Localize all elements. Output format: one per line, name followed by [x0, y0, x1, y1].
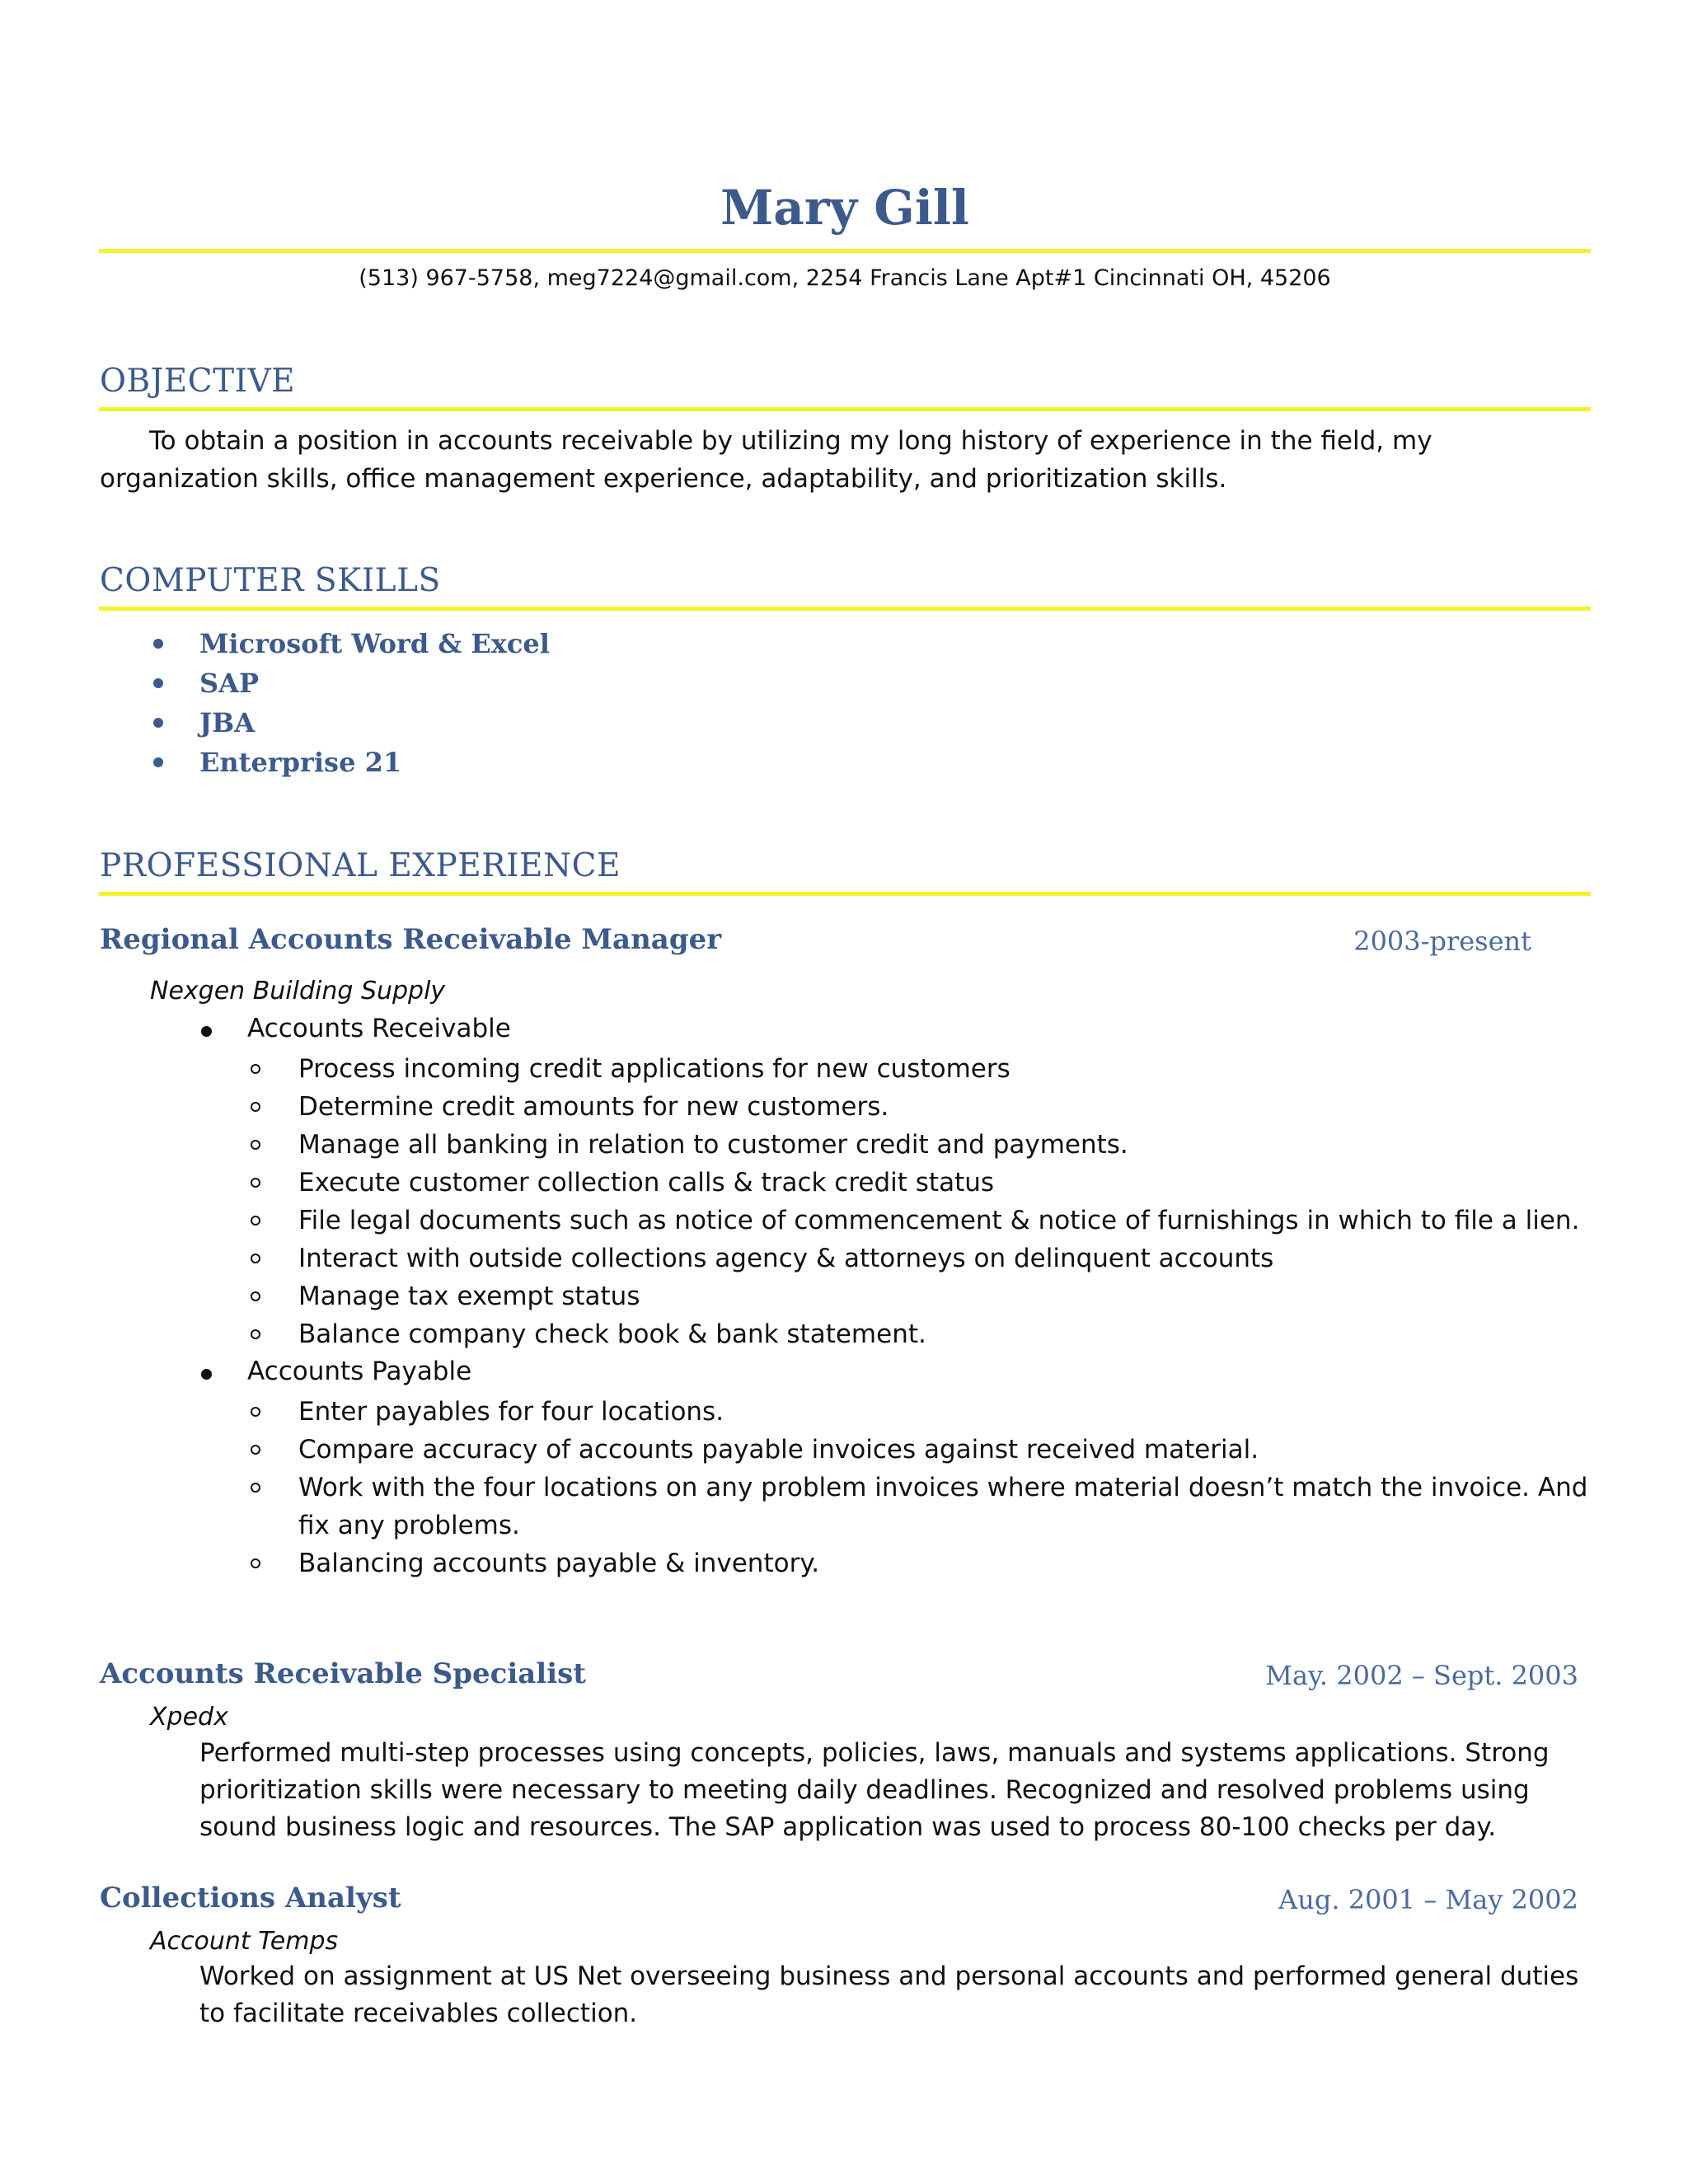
duty-item [298, 1431, 1592, 1469]
duty-item [298, 1240, 1592, 1277]
company-name: Xpedx [150, 1703, 228, 1732]
objective-text: To obtain a position in accounts receivable by utilizing my long history of experience in the field, my organization skills, office management experience, adaptability, and prioritization skills. [100, 426, 1432, 494]
duty-text: Determine credit amounts for new customers. [298, 1092, 889, 1122]
contact-info: (513) 967-5758, meg7224@gmail.com, 2254 Francis Lane Apt#1 Cincinnati OH, 45206 [359, 265, 1331, 291]
duty-text: Interact with outside collections agency & attorneys on delinquent accounts [298, 1244, 1274, 1273]
circle-bullet-icon [251, 1291, 260, 1301]
circle-bullet-icon [251, 1445, 260, 1455]
skill-item [100, 703, 550, 743]
duty-group [247, 1014, 511, 1043]
duty-item [298, 1544, 1592, 1582]
duty-text: File legal documents such as notice of commencement & notice of furnishings in which to file a lien. [298, 1206, 1580, 1235]
duty-text: Manage all banking in relation to customer credit and payments. [298, 1130, 1128, 1160]
bullet-icon [153, 639, 163, 649]
bullet-icon [153, 678, 163, 688]
duty-item [298, 1315, 1592, 1353]
computer-skills-divider [99, 607, 1591, 611]
bullet-icon [201, 1026, 212, 1037]
duty-text: Balancing accounts payable & inventory. [298, 1549, 820, 1578]
job-title: Accounts Receivable Specialist [100, 1657, 586, 1690]
job-title: Regional Accounts Receivable Manager [100, 923, 722, 956]
skill-item [100, 663, 550, 703]
bullet-icon [201, 1369, 212, 1380]
job-description: Worked on assignment at US Net overseeing business and personal accounts and performed general duties to facilitate receivables collection. [199, 1961, 1579, 2028]
skill-label: SAP [199, 668, 259, 699]
circle-bullet-icon [251, 1140, 260, 1150]
header-divider [99, 249, 1591, 253]
skill-item [100, 743, 550, 782]
circle-bullet-icon [251, 1558, 260, 1568]
duty-item [298, 1088, 1592, 1126]
job-title: Collections Analyst [100, 1882, 401, 1915]
duty-item [298, 1050, 1592, 1088]
company-name: Nexgen Building Supply [150, 977, 446, 1005]
bullet-icon [153, 718, 163, 728]
job-dates: Aug. 2001 – May 2002 [1278, 1884, 1578, 1915]
duty-text: Process incoming credit applications for new customers [298, 1054, 1010, 1084]
skill-label: Enterprise 21 [199, 747, 402, 778]
duty-item [298, 1469, 1592, 1544]
job-description: Performed multi-step processes using concepts, policies, laws, manuals and systems applications. Strong prioritization skills were necessary to meeting daily deadlines. Recognized and resolved problems using sound business logic and resources. The SAP application was used to process 80-100 checks per day. [199, 1738, 1550, 1842]
duty-text: Enter payables for four locations. [298, 1397, 724, 1427]
duty-text: Work with the four locations on any problem invoices where material doesn’t match the invoice. And fix any problems. [298, 1473, 1588, 1540]
skills-list [100, 624, 550, 782]
circle-bullet-icon [251, 1254, 260, 1263]
duty-item [298, 1202, 1592, 1240]
circle-bullet-icon [251, 1407, 260, 1417]
duty-group [247, 1357, 471, 1386]
job-dates: May. 2002 – Sept. 2003 [1265, 1660, 1578, 1691]
circle-bullet-icon [251, 1216, 260, 1226]
duty-group-label: Accounts Receivable [247, 1014, 511, 1043]
duty-text: Compare accuracy of accounts payable invoices against received material. [298, 1435, 1259, 1465]
skill-item [100, 624, 550, 663]
duty-text: Execute customer collection calls & track credit status [298, 1168, 995, 1197]
circle-bullet-icon [251, 1329, 260, 1339]
experience-divider [99, 892, 1591, 896]
skill-label: Microsoft Word & Excel [199, 628, 550, 659]
circle-bullet-icon [251, 1178, 260, 1188]
objective-heading: OBJECTIVE [100, 363, 296, 400]
duty-group-label: Accounts Payable [247, 1357, 472, 1386]
experience-heading: PROFESSIONAL EXPERIENCE [100, 847, 621, 884]
circle-bullet-icon [251, 1102, 260, 1112]
duty-item [298, 1126, 1592, 1164]
duty-item [298, 1164, 1592, 1202]
duty-item [298, 1393, 1592, 1431]
bullet-icon [153, 757, 163, 767]
duty-text: Balance company check book & bank statement. [298, 1319, 926, 1349]
duty-item [298, 1277, 1592, 1315]
duty-text: Manage tax exempt status [298, 1282, 640, 1311]
circle-bullet-icon [251, 1483, 260, 1493]
circle-bullet-icon [251, 1064, 260, 1074]
company-name: Account Temps [150, 1927, 339, 1956]
skill-label: JBA [199, 707, 256, 738]
computer-skills-heading: COMPUTER SKILLS [100, 562, 441, 599]
job-dates: 2003-present [1353, 926, 1531, 957]
objective-divider [99, 407, 1591, 411]
resume-name: Mary Gill [720, 180, 969, 236]
